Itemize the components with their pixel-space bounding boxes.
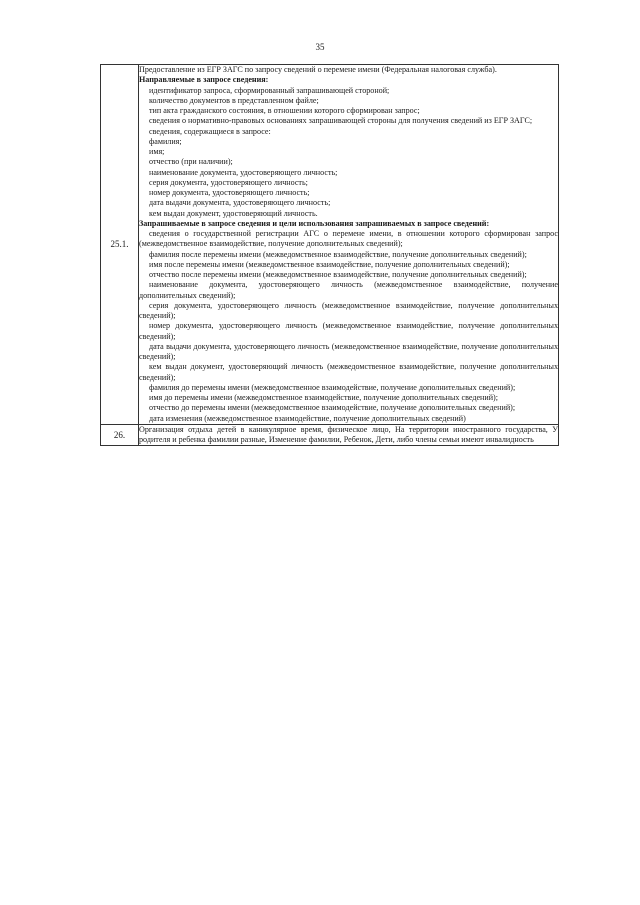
sent-field-item: серия документа, удостоверяющего личность; [149,177,308,187]
service-description: Организация отдыха детей в каникулярное время, физическое лицо, На территории иностранного государства, У родителя и ребенка фамилии разные, Изменение фамилии, Ребенок, Дети, либо члены семьи имеют инвалидность [139,424,558,444]
sent-field-item: кем выдан документ, удостоверяющий личность. [149,208,318,218]
requested-field-item: серия документа, удостоверяющего личность (межведомственное взаимодействие, получение дополнительных сведений); [139,300,558,320]
document-table [100,64,559,446]
requested-field-item: номер документа, удостоверяющего личность (межведомственное взаимодействие, получение дополнительных сведений); [139,321,558,341]
sent-field-item: фамилия; [149,136,182,146]
sent-field-item: сведения о нормативно-правовых основаниях запрашивающей стороны для получения сведений из ЕГР ЗАГС; [149,116,533,126]
requested-field-item: имя до перемены имени (межведомственное взаимодействие, получение дополнительных сведений); [149,393,498,402]
row-number: 26. [101,424,139,446]
requested-fields-heading: Запрашиваемые в запросе сведения и цели использования запрашиваемых в запросе сведений: [139,218,490,228]
row-content [139,65,559,425]
requested-field-item: отчество после перемены имени (межведомственное взаимодействие, получение дополнительных сведений); [149,270,527,279]
table-row [101,424,559,446]
requested-field-item: наименование документа, удостоверяющего личность (межведомственное взаимодействие, получение дополнительных сведений); [139,280,558,300]
row-content [139,424,559,446]
sent-field-item: имя; [149,147,165,156]
requested-field-item: фамилия до перемены имени (межведомственное взаимодействие, получение дополнительных сведений); [149,382,516,392]
requested-field-item: имя после перемены имени (межведомственное взаимодействие, получение дополнительных сведений); [149,259,510,269]
sent-fields-heading: Направляемые в запросе сведения: [139,75,269,85]
sent-field-item: номер документа, удостоверяющего личность; [149,188,310,197]
requested-field-item: фамилия после перемены имени (межведомственное взаимодействие, получение дополнительных сведений); [149,249,527,259]
requested-field-item: сведения о государственной регистрации АГС о перемене имени, в отношении которого сформирован запрос (межведомственное взаимодействие, получение дополнительных сведений); [139,229,558,249]
page-number: 35 [315,42,325,52]
row-number: 25.1. [101,65,139,425]
sent-field-item: отчество (при наличии); [149,157,233,167]
sent-field-item: тип акта гражданского состояния, в отношении которого сформирован запрос; [149,106,420,115]
requested-field-item: кем выдан документ, удостоверяющий личность (межведомственное взаимодействие, получение дополнительных сведений); [139,362,558,382]
requested-field-item: дата выдачи документа, удостоверяющего личность (межведомственное взаимодействие, получение дополнительных сведений); [139,341,558,361]
sent-field-item: дата выдачи документа, удостоверяющего личность; [149,198,331,208]
sent-field-item: сведения, содержащиеся в запросе: [149,126,271,136]
service-title: Предоставление из ЕГР ЗАГС по запросу сведений о перемене имени (Федеральная налоговая служба). [139,65,497,74]
sent-field-item: наименование документа, удостоверяющего личность; [149,167,338,177]
sent-field-item: идентификатор запроса, сформированный запрашивающей стороной; [149,85,390,95]
requested-field-item: отчество до перемены имени (межведомственное взаимодействие, получение дополнительных сведений); [149,403,516,413]
sent-field-item: количество документов в представленном файле; [149,95,319,105]
table-row [101,65,559,425]
requested-field-item: дата изменения (межведомственное взаимодействие, получение дополнительных сведений) [149,413,466,423]
